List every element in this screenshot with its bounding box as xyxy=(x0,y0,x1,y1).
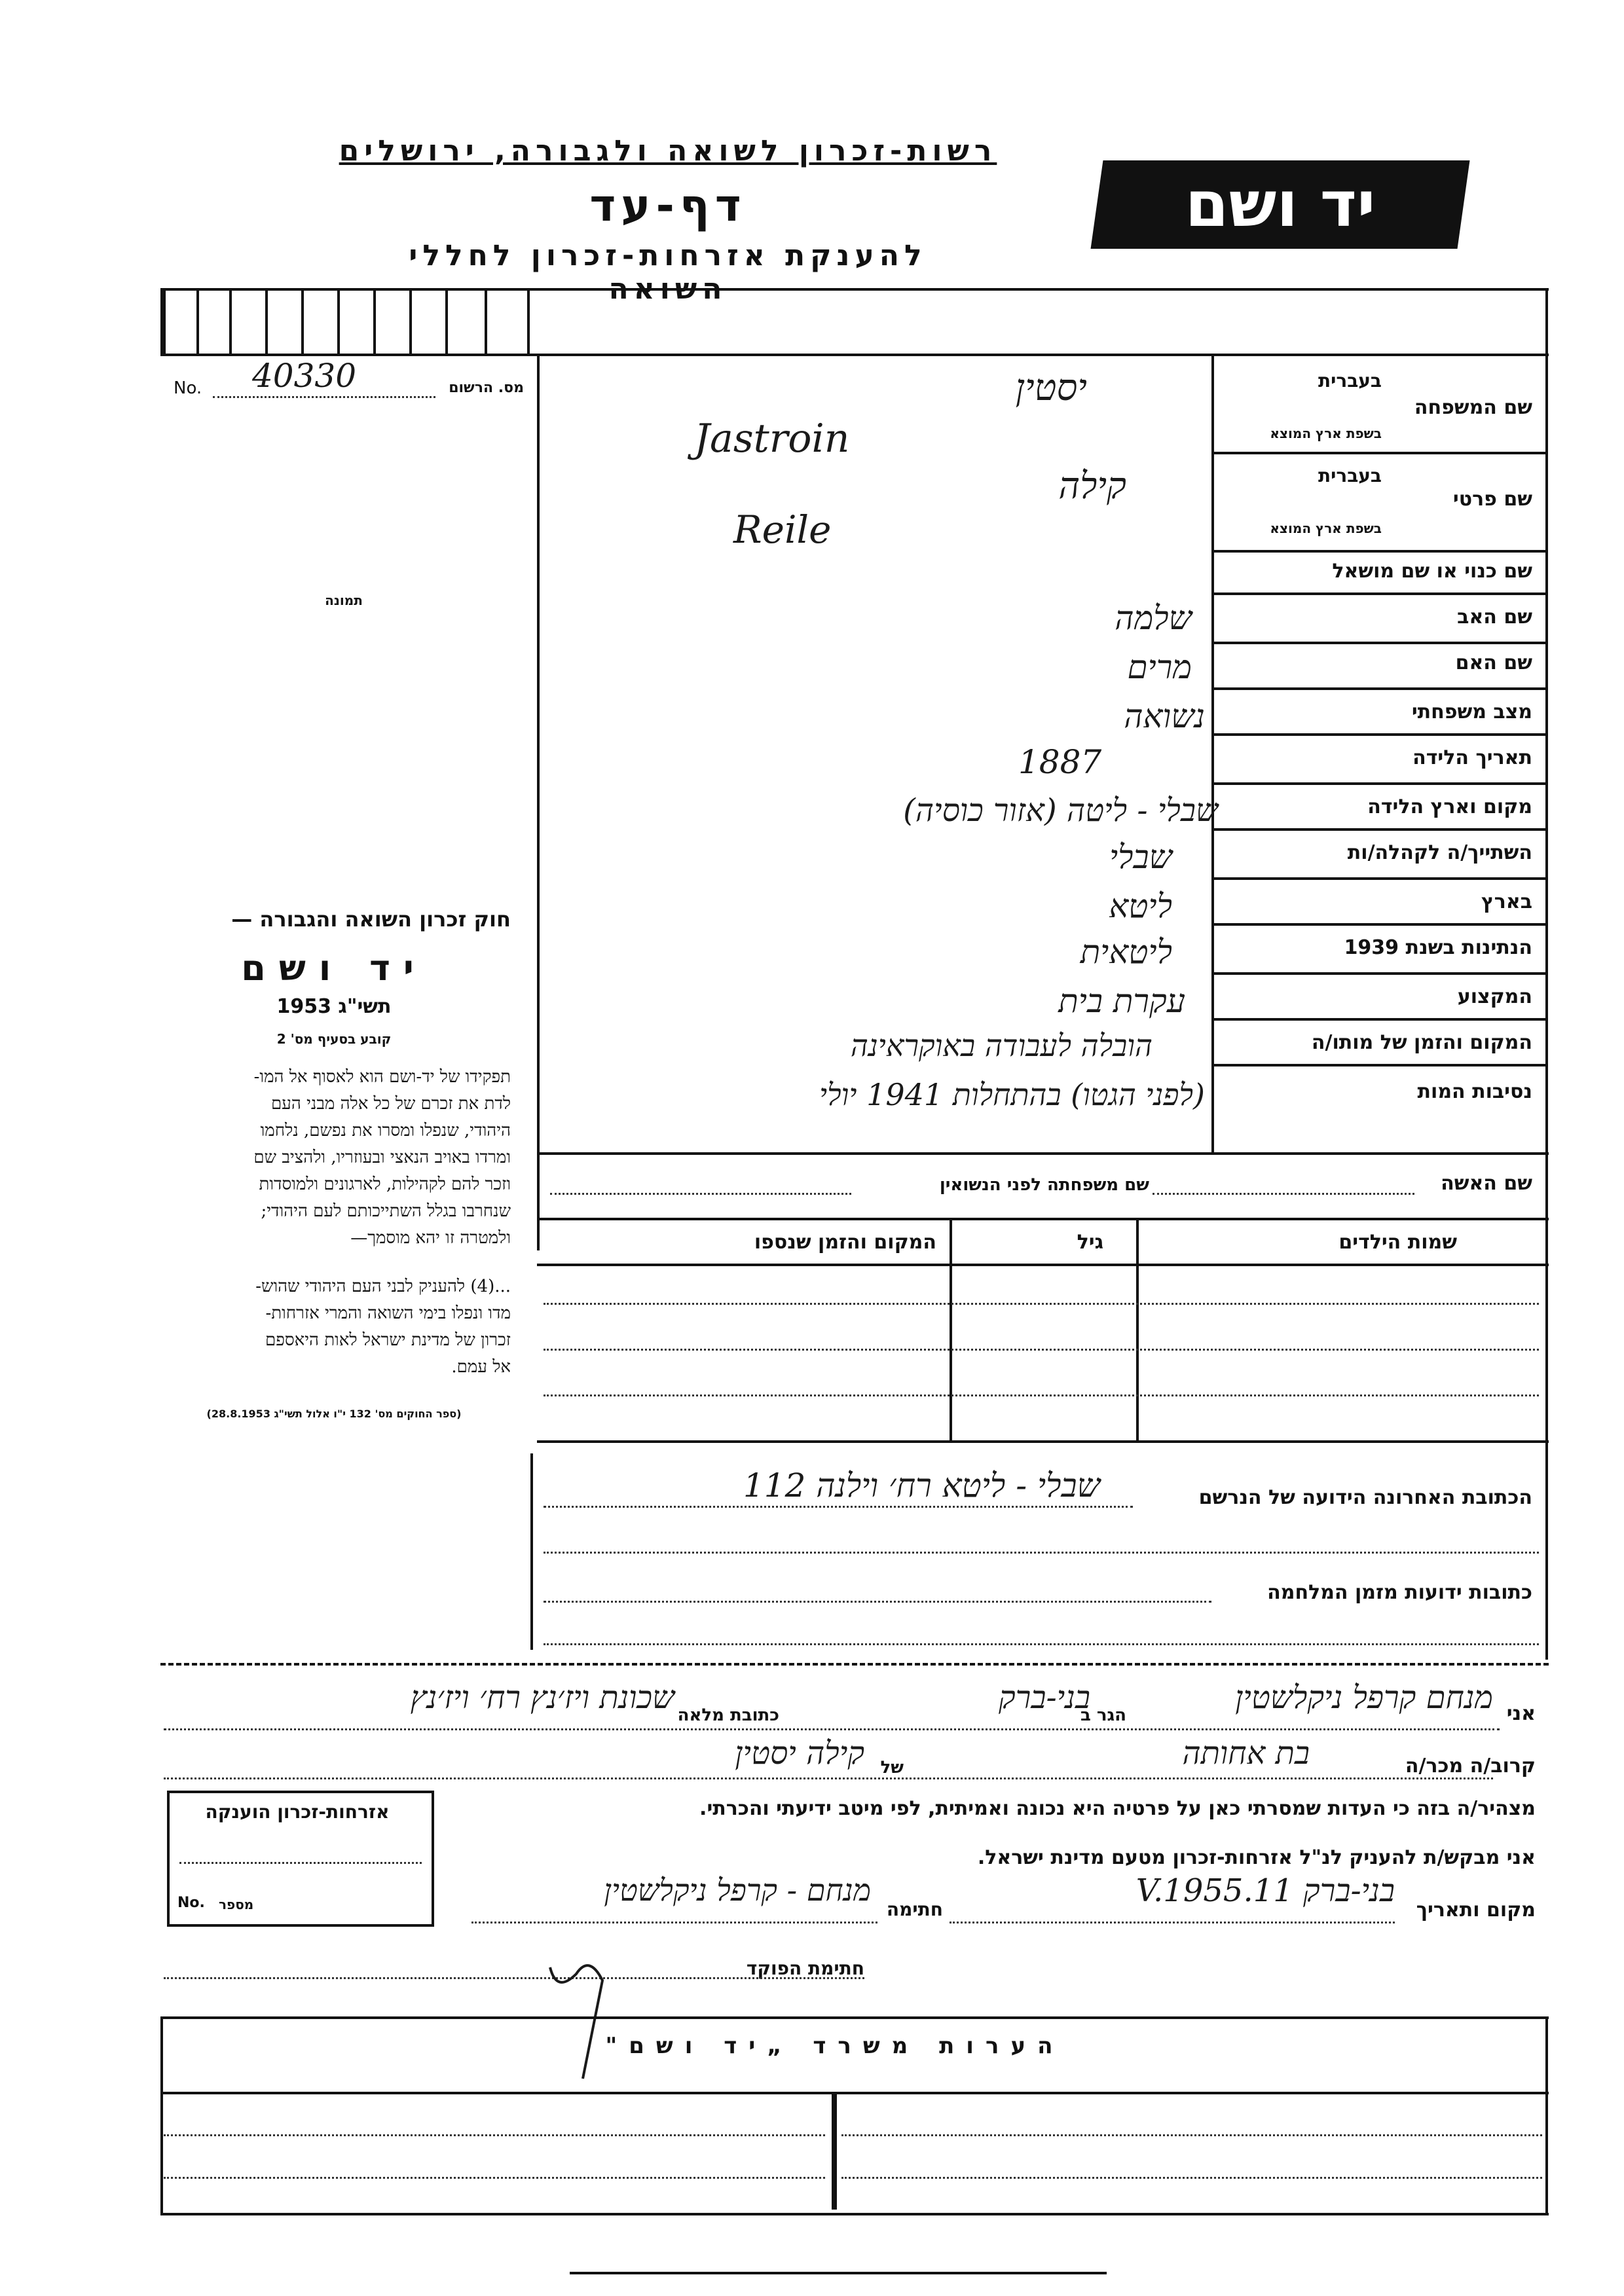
surname-native-sublabel: בשפת ארץ המוצא xyxy=(1270,426,1382,441)
first-name-native-value: Reile xyxy=(733,507,832,552)
first-name-hebrew-value: קילה xyxy=(1058,465,1126,507)
children-place-header: המקום והזמן שנספו xyxy=(754,1231,936,1254)
law-title: חוק זכרון השואה והגבורה — xyxy=(231,907,511,932)
first-name-label: שם פרטי xyxy=(1452,488,1532,511)
resident-label: הגר ב xyxy=(1080,1705,1126,1725)
of-value: קילה יסטין xyxy=(735,1735,864,1772)
law-box xyxy=(157,907,511,1483)
authority-title: רשות-זכרון לשואה ולגבורה, ירושלים xyxy=(339,134,997,168)
first-name-hebrew-sublabel: בעברית xyxy=(1318,465,1382,486)
law-text-2: לדת את זכרם של כל אלה מבני העם xyxy=(270,1094,511,1114)
relation-value: בת אחותה xyxy=(1182,1735,1310,1772)
surname-native-value: Jastroin xyxy=(694,416,850,462)
law-text-11: אל עמם. xyxy=(451,1357,511,1377)
children-names-header: שמות הילדים xyxy=(1338,1231,1457,1254)
signature-label: חתימה xyxy=(886,1899,943,1920)
marital-status-value: נשואה xyxy=(1124,697,1205,735)
of-label: של xyxy=(880,1758,904,1777)
citizenship-no-label: No. xyxy=(177,1895,205,1911)
law-clause: קובע בסעיף מס' 2 xyxy=(276,1031,392,1047)
office-notes-title: הערות משרד „יד ושם" xyxy=(605,2033,1065,2059)
community-label: השתייך/ה לקהלה/ות xyxy=(1347,841,1532,864)
form-title: דף-עד xyxy=(589,180,747,232)
law-text-8: ...(4) להעניק לבני העם היהודי שהוש- xyxy=(255,1277,511,1296)
request-text: אני מבקש/ת להעניק לנ"ל אזרחות-זכרון מטעם מדינת ישראל. xyxy=(977,1846,1536,1869)
citizenship-1939-label: הנתינות בשנת 1939 xyxy=(1344,936,1532,959)
death-place-label: המקום והזמן של מותו/ה xyxy=(1311,1031,1532,1054)
surname-hebrew-value: יסטין xyxy=(1015,367,1087,409)
last-address-value: שבלי - ליטא רח׳ וילנה 112 xyxy=(743,1467,1100,1504)
first-name-native-sublabel: בשפת ארץ המוצא xyxy=(1270,520,1382,536)
registration-he-label: מס. הרשום xyxy=(449,380,524,396)
marital-status-label: מצב משפחתי xyxy=(1411,701,1532,723)
birth-place-label: מקום וארץ הלידה xyxy=(1367,795,1532,818)
surname-label: שם המשפחה xyxy=(1414,396,1532,419)
country-value: ליטא xyxy=(1109,887,1172,925)
birth-date-label: תאריך הלידה xyxy=(1412,746,1532,769)
birth-date-value: 1887 xyxy=(1018,743,1102,781)
law-citation: (ספר החוקים מס' 132 י"ו אלול תשי"ג 28.8.1953) xyxy=(206,1408,462,1420)
signature-value: מנחם - קרפל ניקלשטין xyxy=(604,1872,871,1908)
registration-en-label: No. xyxy=(174,378,202,398)
surname-hebrew-sublabel: בעברית xyxy=(1318,370,1382,392)
declarant-i-label: אני xyxy=(1506,1702,1536,1725)
resident-value: בני-ברק xyxy=(999,1679,1090,1716)
law-year: תשי"ג 1953 xyxy=(276,995,392,1018)
maiden-name-label: שם משפחתה לפני הנשואין xyxy=(939,1175,1149,1195)
profession-value: עקרת בית xyxy=(1058,982,1185,1020)
profession-label: המקצוע xyxy=(1457,985,1532,1008)
law-text-3: היהודי, שנפלו ומסרו את נפשם, נלחמו xyxy=(260,1121,511,1140)
officer-signature-mark xyxy=(544,1954,674,2085)
law-text-6: שנחרבו בגלל השתייכותם לעם היהודי; xyxy=(261,1201,511,1221)
mother-value: מרים xyxy=(1127,648,1192,686)
photo-label: תמונה xyxy=(325,592,363,608)
law-text-10: זכרון של מדינת ישראל לאות היאספם xyxy=(265,1330,511,1350)
community-value: שבלי xyxy=(1109,838,1172,876)
death-circumstances-label: נסיבות המות xyxy=(1417,1080,1532,1103)
law-text-1: תפקידו של יד-ושם הוא לאסוף אל המו- xyxy=(253,1067,511,1087)
registration-number: 40330 xyxy=(252,357,357,395)
full-address-label: כתובת מלאה xyxy=(677,1705,779,1725)
father-value: שלמה xyxy=(1115,599,1192,637)
full-address-value: שכונת ויז׳נץ רח׳ ויז׳נץ xyxy=(410,1679,674,1716)
children-age-header: גיל xyxy=(1077,1231,1103,1254)
declarant-name: מנחם קרפל ניקלשטין xyxy=(1235,1679,1493,1716)
law-name: יד ושם xyxy=(241,947,427,989)
last-address-label: הכתובת האחרונה הידועה של הנרשם xyxy=(1198,1486,1532,1509)
death-circumstances-value: (לפני הגטו) בהתחלות 1941 יולי xyxy=(819,1077,1205,1112)
law-text-7: ולמטרה זו יהא מוסמך— xyxy=(350,1228,511,1248)
nickname-label: שם כנוי או שם מושאל xyxy=(1332,560,1532,583)
citizenship-granted-box xyxy=(167,1791,434,1927)
law-text-5: וזכר להם לקהילות, לארגונים ולמוסדות xyxy=(259,1175,511,1194)
wartime-address-label: כתובות ידועות מזמן המלחמה xyxy=(1267,1581,1532,1604)
mother-label: שם האם xyxy=(1455,651,1532,674)
declaration-text: מצהיר/ה בזה כי העדות שמסרתי כאן על פרטיה היא נכונה ואמיתית, לפי מיטב ידיעתי והכרתי. xyxy=(699,1797,1536,1820)
citizenship-granted-title: אזרחות-זכרון הוענקה xyxy=(205,1801,390,1823)
form-subtitle: להענקת אזרחות-זכרון לחללי השואה xyxy=(409,239,927,306)
law-text-4: ומרדו באויב הנאצי ובעוזריו, ולהציב שם xyxy=(253,1148,511,1167)
law-text-9: מדו ונפלו בימי השואה והמרי אזרחות- xyxy=(265,1303,511,1323)
place-date-label: מקום ותאריך xyxy=(1416,1899,1536,1922)
citizenship-number-label: מספר xyxy=(219,1897,254,1912)
death-place-value: הובלה לעבודה באוקראינה xyxy=(850,1028,1153,1063)
country-label: בארץ xyxy=(1481,890,1532,913)
wife-label: שם האשה xyxy=(1441,1172,1532,1195)
officer-signature-label: חתימת הפוקד xyxy=(746,1958,864,1979)
yad-vashem-logo: יד ושם xyxy=(1091,160,1470,249)
place-date-value: בני-ברק 11.V.1955 xyxy=(1135,1872,1395,1909)
father-label: שם האב xyxy=(1457,606,1532,629)
relation-label: קרוב/ה מכר/ה xyxy=(1405,1755,1536,1777)
citizenship-1939-value: ליטאית xyxy=(1080,933,1172,971)
birth-place-value: שבלי - ליטה (אזור כוסיה) xyxy=(903,792,1218,829)
